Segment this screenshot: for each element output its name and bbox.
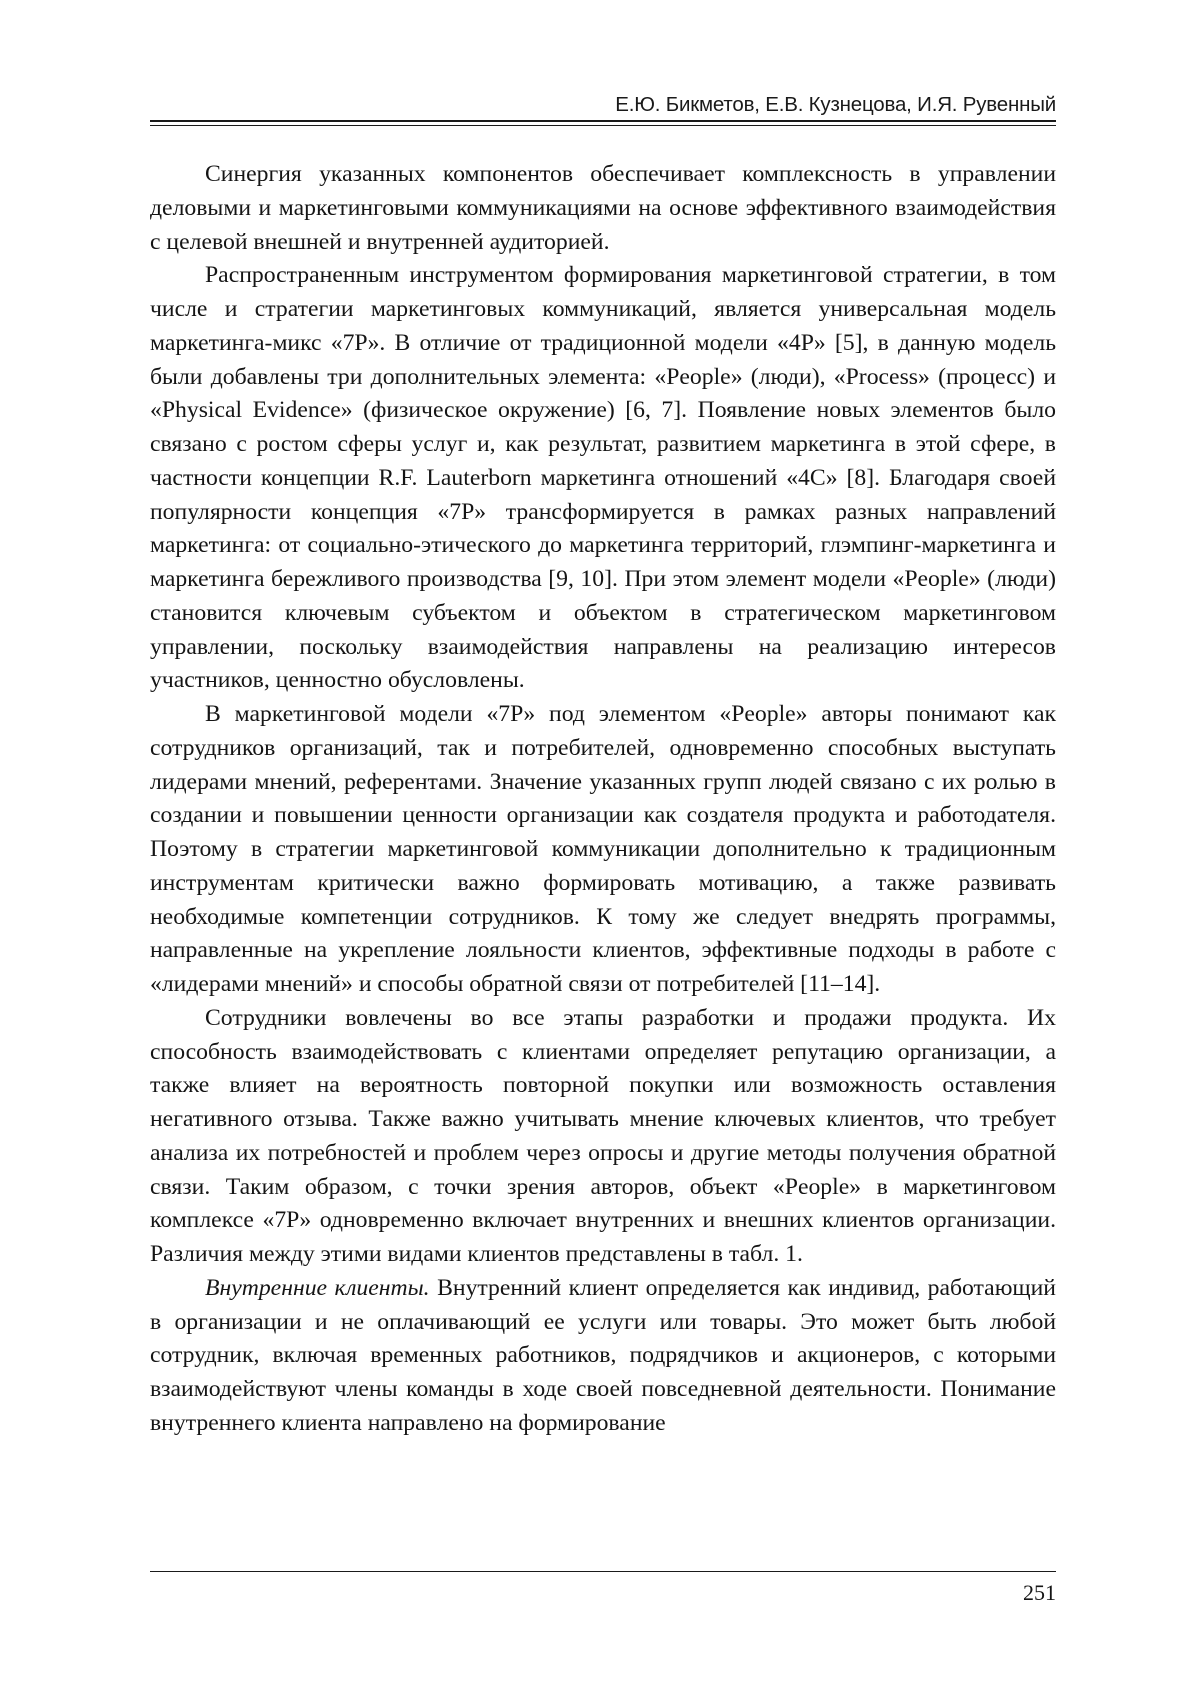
running-header-authors: Е.Ю. Бикметов, Е.В. Кузнецова, И.Я. Рувенный — [150, 93, 1056, 117]
paragraph-lead-italic: Внутренние клиенты. — [205, 1275, 430, 1301]
page-number: 251 — [150, 1580, 1056, 1606]
paragraph-7p-model — [150, 259, 1056, 698]
paragraph-text: Внутренний клиент определяется как индивид, работающий в организации и не оплачивающий ее услуги или товары. Это может быть любой сотрудник, включая временных работников, подрядчиков и акционеров, с которыми взаимодействуют члены команды в ходе своей повседневной деятельности. Понимание внутреннего клиента направлено на формирование — [150, 1275, 1056, 1436]
paragraph-employees — [150, 1002, 1056, 1272]
paragraph-internal-clients — [150, 1272, 1056, 1441]
footer-rule — [150, 1571, 1056, 1572]
paragraph-text: Распространенным инструментом формирования маркетинговой стратегии, в том числе и стратегии маркетинговых коммуникаций, является универсальная модель маркетинга-микс «7P». В отличие от традиционной модели «4P» [5], в данную модель были добавлены три дополнительных элемента: «People» (люди), «Process» (процесс) и «Physical Evidence» (физическое окружение) [6, 7]. Появление новых элементов было связано с ростом сферы услуг и, как результат, развитием маркетинга в этой сфере, в частности концепции R.F. Lauterborn маркетинга отношений «4C» [8]. Благодаря своей популярности концепция «7P» трансформируется в рамках разных направлений маркетинга: от социально-этического до маркетинга территорий, глэмпинг-маркетинга и маркетинга бережливого производства [9, 10]. При этом элемент модели «People» (люди) становится ключевым субъектом и объектом в стратегическом маркетинговом управлении, поскольку взаимодействия направлены на реализацию интересов участников, ценностно обусловлены. — [150, 262, 1056, 693]
paragraph-people-element — [150, 698, 1056, 1002]
body-text — [150, 158, 1056, 1441]
paragraph-synergy — [150, 158, 1056, 259]
header-rule-thick — [150, 120, 1056, 122]
journal-page — [0, 0, 1200, 1705]
paragraph-text: Синергия указанных компонентов обеспечивает комплексность в управлении деловыми и маркетинговыми коммуникациями на основе эффективного взаимодействия с целевой внешней и внутренней аудиторией. — [150, 161, 1056, 255]
paragraph-text: В маркетинговой модели «7P» под элементом «People» авторы понимают как сотрудников организаций, так и потребителей, одновременно способных выступать лидерами мнений, референтами. Значение указанных групп людей связано с их ролью в создании и повышении ценности организации как создателя продукта и работодателя. Поэтому в стратегии маркетинговой коммуникации дополнительно к традиционным инструментам критически важно формировать мотивацию, а также развивать необходимые компетенции сотрудников. К тому же следует внедрять программы, направленные на укрепление лояльности клиентов, эффективные подходы в работе с «лидерами мнений» и способы обратной связи от потребителей [11–14]. — [150, 701, 1056, 997]
header-rule-thin — [150, 125, 1056, 126]
paragraph-text: Сотрудники вовлечены во все этапы разработки и продажи продукта. Их способность взаимодействовать с клиентами определяет репутацию организации, а также влияет на вероятность повторной покупки или возможность оставления негативного отзыва. Также важно учитывать мнение ключевых клиентов, что требует анализа их потребностей и проблем через опросы и другие методы получения обратной связи. Таким образом, с точки зрения авторов, объект «People» в маркетинговом комплексе «7P» одновременно включает внутренних и внешних клиентов организации. Различия между этими видами клиентов представлены в табл. 1. — [150, 1005, 1056, 1267]
